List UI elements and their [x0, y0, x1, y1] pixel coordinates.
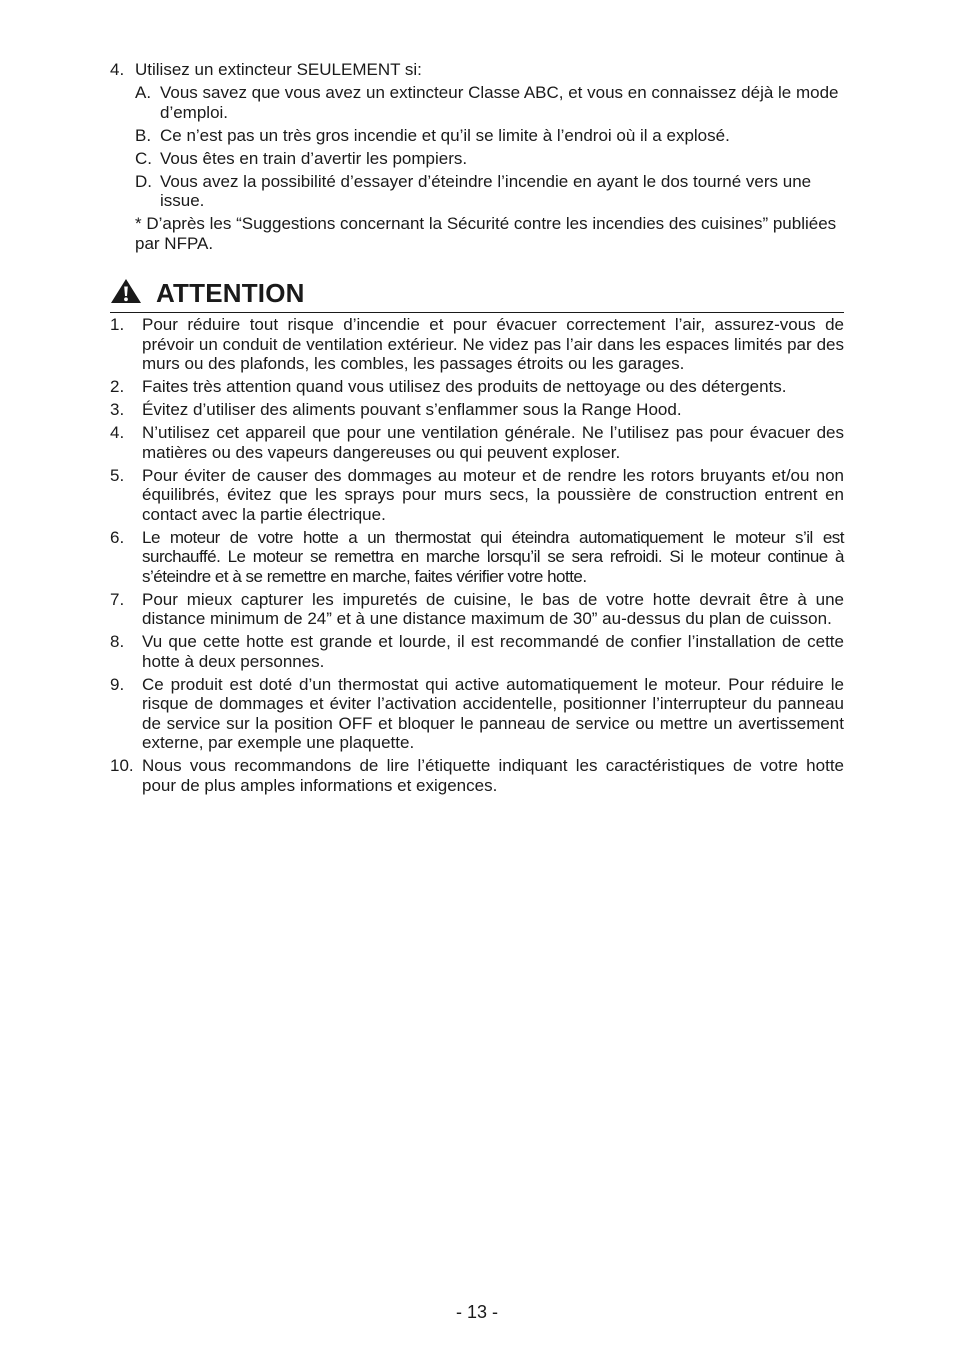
attention-heading	[110, 274, 844, 313]
sub-item-text: Vous êtes en train d’avertir les pompiers.	[160, 148, 468, 168]
list-item	[110, 466, 844, 525]
list-item-text: Nous vous recommandons de lire l’étiquette indiquant les caractéristiques de votre hotte pour de plus amples informations et exigences.	[142, 756, 844, 795]
sub-item-text: Vous avez la possibilité d’essayer d’éteindre l’incendie en ayant le dos tourné vers une issue.	[160, 171, 812, 210]
list-item-text: N’utilisez cet appareil que pour une ventilation générale. Ne l’utilisez pas pour évacuer des matières ou des vapeurs dangereuses ou qui peuvent exploser.	[142, 423, 844, 462]
attention-title: ATTENTION	[156, 278, 305, 308]
list-item-number: 9.	[110, 674, 125, 694]
section-heading-text: Utilisez un extincteur SEULEMENT si:	[135, 60, 422, 79]
list-item-number: 3.	[110, 400, 125, 419]
list-item-text: Vu que cette hotte est grande et lourde, il est recommandé de confier l’installation de cette hotte à deux personnes.	[142, 632, 844, 671]
list-item-number: 10.	[110, 756, 134, 775]
sub-item-b	[135, 126, 846, 146]
list-item-text: Faites très attention quand vous utilisez des produits de nettoyage ou des détergents.	[142, 377, 787, 396]
list-item-text: Pour mieux capturer les impuretés de cuisine, le bas de votre hotte devrait être à une distance minimum de 24” et à une distance maximum de 30” au-dessus du plan de cuisson.	[142, 589, 844, 628]
sub-item-c	[135, 149, 846, 169]
list-item	[110, 590, 844, 629]
sub-item-d	[135, 172, 846, 211]
list-item	[110, 528, 844, 587]
list-item	[110, 675, 844, 753]
page-number: - 13 -	[455, 1302, 498, 1322]
list-item	[110, 400, 844, 420]
sub-item-text: Vous savez que vous avez un extincteur Classe ABC, et vous en connaissez déjà le mode d’emploi.	[160, 83, 839, 122]
sub-item-letter: D.	[135, 171, 152, 191]
list-item-text: Pour réduire tout risque d’incendie et pour évacuer correctement l’air, assurez-vous de prévoir un conduit de ventilation extérieur. Ne videz pas l’air dans les espaces limités par des murs ou des plafonds, les combles, les passages étroits ou les garages.	[142, 315, 844, 373]
sub-item-text: Ce n’est pas un très gros incendie et qu’il se limite à l’endroi où il a explosé.	[160, 125, 730, 145]
footnote: * D’après les “Suggestions concernant la Sécurité contre les incendies des cuisines” publiées par NFPA.	[135, 214, 837, 253]
list-item-number: 1.	[110, 315, 125, 334]
list-item-number: 8.	[110, 632, 125, 651]
list-item	[110, 423, 844, 462]
attention-list	[110, 315, 844, 799]
list-item-text: Ce produit est doté d’un thermostat qui active automatiquement le moteur. Pour réduire le risque de dommages et éviter l’activation accidentelle, positionner l’interrupteur du panneau de service sur la position OFF et bloquer le panneau de service ou mettre un avertissement externe, par exemple une plaquette.	[142, 674, 844, 752]
list-item-number: 7.	[110, 589, 125, 609]
list-item	[110, 315, 844, 374]
section-heading	[110, 60, 846, 80]
fire-extinguisher-section	[110, 60, 846, 253]
list-item	[110, 377, 844, 397]
list-item-number: 2.	[110, 377, 125, 396]
sub-item-letter: B.	[135, 125, 152, 145]
warning-triangle-icon	[110, 278, 142, 304]
list-item	[110, 632, 844, 671]
sub-item-a	[135, 83, 846, 122]
list-item-text: Évitez d’utiliser des aliments pouvant s’enflammer sous la Range Hood.	[142, 400, 682, 419]
section-number: 4.	[110, 60, 125, 79]
sub-item-letter: A.	[135, 83, 152, 102]
sub-item-letter: C.	[135, 148, 152, 168]
list-item-number: 6.	[110, 527, 125, 547]
list-item-number: 4.	[110, 423, 125, 442]
list-item	[110, 756, 844, 795]
list-item-text: Pour éviter de causer des dommages au moteur et de rendre les rotors bruyants et/ou non équilibrés, évitez que les sprays pour murs secs, la poussière de construction entrent en contact avec la partie électrique.	[142, 465, 844, 524]
list-item-text: Le moteur de votre hotte a un thermostat qui éteindra automatiquement le moteur s’il est surchauffé. Le moteur se remettra en marche lorsqu’il se sera refroidi. Si le moteur continue à s’éteindre et à se remettre en marche, faites vérifier votre hotte.	[142, 527, 844, 586]
list-item-number: 5.	[110, 465, 125, 485]
